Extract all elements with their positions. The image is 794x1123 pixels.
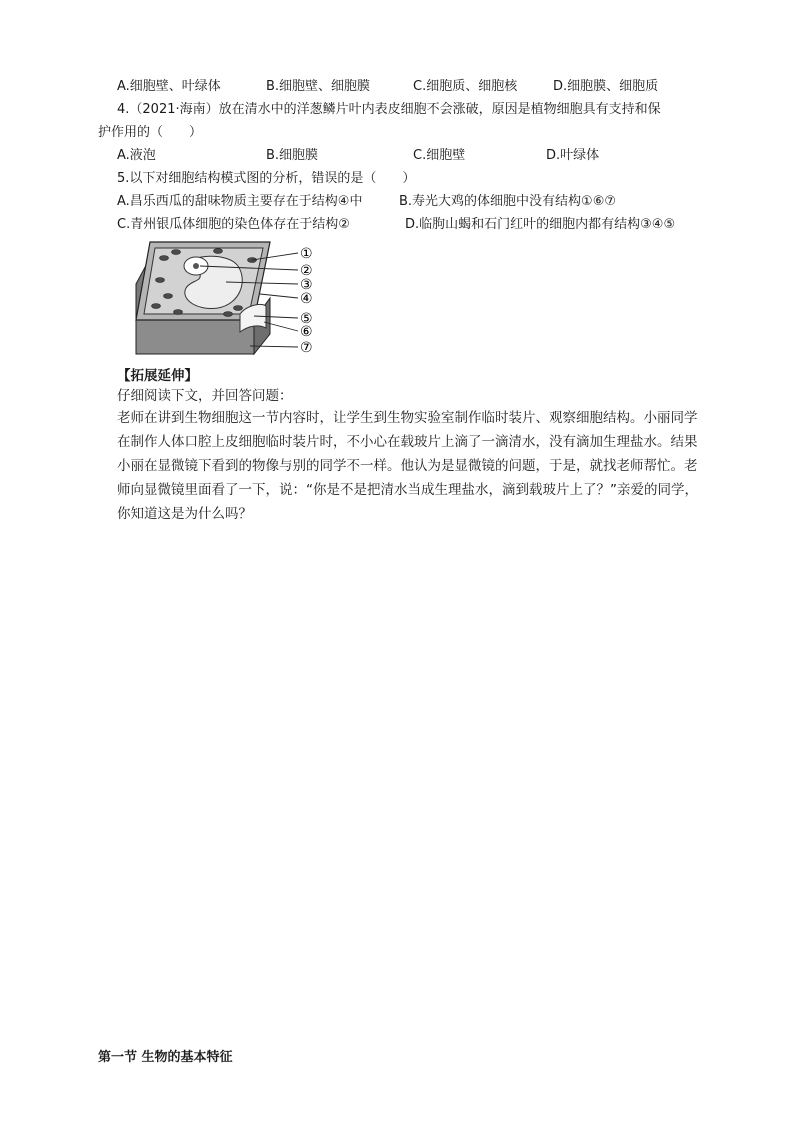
q4-option-d: D.叶绿体: [546, 148, 600, 163]
q4-option-a: A.液泡: [117, 148, 156, 163]
q5-option-d: D.临朐山蝎和石门红叶的细胞内都有结构③④⑤: [405, 217, 676, 232]
q3-option-b: B.细胞壁、细胞膜: [266, 79, 371, 94]
q5-option-b: B.寿光大鸡的体细胞中没有结构①⑥⑦: [399, 194, 617, 209]
figure-label-4: ④: [300, 291, 313, 307]
nucleolus: [193, 263, 199, 269]
q5-option-c: C.青州银瓜体细胞的染色体存在于结构②: [117, 217, 350, 232]
q3-option-d: D.细胞膜、细胞质: [553, 79, 659, 94]
q4-option-b: B.细胞膜: [266, 148, 319, 163]
q5-stem: 5.以下对细胞结构模式图的分析，错误的是（ ）: [117, 171, 416, 186]
figure-label-6: ⑥: [300, 324, 313, 340]
extension-heading: 【拓展延伸】: [117, 368, 198, 384]
figure-label-2: ②: [300, 263, 313, 279]
figure-label-3: ③: [300, 277, 313, 293]
q4-stem-line1: 4.（2021·海南）放在清水中的洋葱鳞片叶内表皮细胞不会涨破，原因是植物细胞具有支持和保: [117, 102, 661, 117]
q4-option-c: C.细胞壁: [413, 148, 466, 163]
q4-stem-line2: 护作用的（ ）: [98, 125, 203, 140]
figure-label-5: ⑤: [300, 311, 313, 327]
plant-cell-diagram: [128, 236, 328, 361]
figure-label-1: ①: [300, 246, 313, 262]
figure-label-7: ⑦: [300, 340, 313, 356]
q3-option-a: A.细胞壁、叶绿体: [117, 79, 221, 94]
q5-option-a: A.昌乐西瓜的甜味物质主要存在于结构④中: [117, 194, 363, 209]
cell-wall-front: [136, 320, 254, 354]
extension-instruction: 仔细阅读下文，并回答问题：: [117, 388, 293, 404]
q3-option-c: C.细胞质、细胞核: [413, 79, 518, 94]
extension-passage: 老师在讲到生物细胞这一节内容时，让学生到生物实验室制作临时装片、观察细胞结构。小丽同学在制作人体口腔上皮细胞临时装片时，不小心在载玻片上滴了一滴清水，没有滴加生理盐水。结果小丽在显微镜下看到的物像与别的同学不一样。他认为是显微镜的问题，于是，就找老师帮忙。老师向显微镜里面看了一下，说：“你是不是把清水当成生理盐水，滴到载玻片上了？”亲爱的同学，你知道这是为什么吗？: [117, 410, 698, 522]
section-footer: 第一节 生物的基本特征: [98, 1050, 233, 1065]
